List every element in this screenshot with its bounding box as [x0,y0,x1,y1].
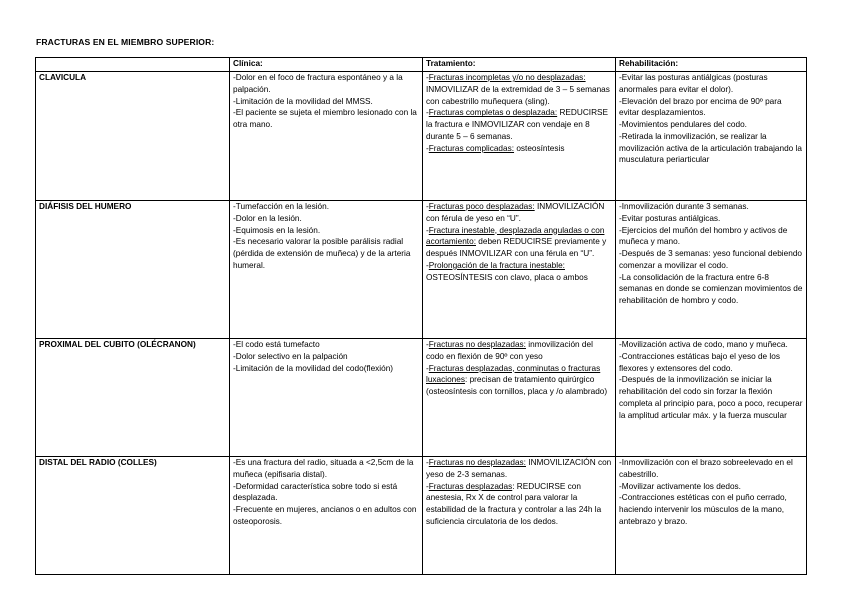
tratamiento-item: -Fracturas desplazadas, conminutas o fracturas luxaciones: precisan de tratamiento quirúrgico (osteosíntesis con tornillos, placa y /o alambrado) [426,363,608,396]
rehabilitacion-line: -La consolidación de la fractura entre 6-8 semanas en donde se comienzan movimientos de rehabilitación de hombro y codo. [619,272,803,305]
tratamiento-item: -Fracturas no desplazadas: inmovilización del codo en flexión de 90º con yeso [426,340,593,361]
tratamiento-subtitle: Fracturas no desplazadas: [428,458,526,467]
clinica-cell [230,339,423,457]
row-name: DIÁFISIS DEL HUMERO [36,201,230,339]
rehabilitacion-line: -Inmovilización durante 3 semanas. [619,202,749,211]
tratamiento-subtitle: Fracturas complicadas: [428,143,515,153]
tratamiento-item: -Fracturas no desplazadas: INMOVILIZACIÓN con yeso de 2-3 semanas. [426,458,612,479]
tratamiento-cell [423,201,616,339]
table-row [36,72,807,201]
clinica-line: -Equimosis en la lesión. [233,225,321,235]
tratamiento-subtitle: Prolongación de la fractura inestable: [428,260,565,270]
tratamiento-item: -Fracturas poco desplazadas: INMOVILIZACIÓN con férula de yeso en “U”. [426,202,605,223]
rehabilitacion-line: -Inmovilización con el brazo sobreelevado en el cabestrillo. [619,458,793,479]
rehabilitacion-line: -Evitar posturas antiálgicas. [619,213,721,223]
header-rehabilitacion: Rehabilitación: [616,58,807,72]
tratamiento-item: -Fractura inestable, desplazada anguladas o con acortamiento: deben REDUCIRSE previamente y después INMOVILIZAR con una férula en “U”. [426,225,607,258]
tratamiento-cell [423,72,616,201]
row-name: CLAVICULA [36,72,230,201]
tratamiento-subtitle: Fractura inestable, desplazada anguladas o con acortamiento: [426,225,605,247]
header-empty [36,58,230,72]
tratamiento-item: -Fracturas desplazadas: REDUCIRSE con anestesia, Rx X de control para valorar la estabilidad de la fractura y controlar a las 24h la suficiencia circulatoria de los dedos. [426,481,602,526]
tratamiento-subtitle: Fracturas poco desplazadas: [428,202,535,211]
rehabilitacion-line: -Evitar las posturas antiálgicas (posturas anormales para evitar el dolor). [619,73,768,94]
rehabilitacion-line: -Elevación del brazo por encima de 90º para evitar desplazamientos. [619,96,782,118]
clinica-cell [230,457,423,575]
tratamiento-subtitle: Fracturas desplazadas [428,481,513,491]
rehabilitacion-line: -Después de la inmovilización se iniciar la rehabilitación del codo sin forzar la flexión completa al principio para, poco a poco, recuperar la amplitud articular máx. y la fuerza muscular [619,375,803,420]
rehabilitacion-line: -Retirada la inmovilización, se realizar la movilización activa de la articulación trabajando la musculatura periarticular [619,131,802,165]
table-row [36,457,807,575]
row-name: DISTAL DEL RADIO (COLLES) [36,457,230,575]
clinica-cell [230,201,423,339]
tratamiento-cell [423,339,616,457]
clinica-line: -El codo está tumefacto [233,340,320,349]
header-clinica: Clínica: [230,58,423,72]
rehabilitacion-cell [616,201,807,339]
tratamiento-cell [423,457,616,575]
clinica-cell [230,72,423,201]
tratamiento-item: -Fracturas completas o desplazada: REDUCIRSE la fractura e INMOVILIZAR con vendaje en 8 durante 5 – 6 semanas. [426,108,609,141]
table-row [36,339,807,457]
rehabilitacion-line: -Movilizar activamente los dedos. [619,481,741,491]
table-header-row [36,58,807,72]
clinica-line: -Es necesario valorar la posible parálisis radial (pérdida de extensión de muñeca) y de la arteria humeral. [233,237,411,270]
tratamiento-subtitle: Fracturas completas o desplazada: [428,108,558,118]
tratamiento-item: -Prolongación de la fractura inestable: OSTEOSÍNTESIS con clavo, placa o ambos [426,260,588,282]
header-tratamiento: Tratamiento: [423,58,616,72]
clinica-line: -Limitación de la movilidad del MMSS. [233,96,373,106]
rehabilitacion-cell [616,339,807,457]
clinica-line: -El paciente se sujeta el miembro lesionado con la otra mano. [233,108,417,129]
row-name: PROXIMAL DEL CUBITO (OLÉCRANON) [36,339,230,457]
tratamiento-subtitle: Fracturas no desplazadas: [428,340,526,349]
clinica-line: -Dolor selectivo en la palpación [233,351,348,361]
fractures-table [35,57,807,575]
rehabilitacion-line: -Contracciones estéticas con el puño cerrado, haciendo intervenir los músculos de la mano, antebrazo y brazo. [619,493,787,526]
rehabilitacion-cell [616,72,807,201]
clinica-line: -Dolor en el foco de fractura espontáneo y a la palpación. [233,73,403,94]
tratamiento-item: -Fracturas complicadas: osteosíntesis [426,143,565,153]
rehabilitacion-line: -Movimientos pendulares del codo. [619,120,747,129]
rehabilitacion-line: -Contracciones estáticas bajo el yeso de los flexores y extensores del codo. [619,351,780,373]
rehabilitacion-line: -Movilización activa de codo, mano y muñeca. [619,340,788,349]
rehabilitacion-cell [616,457,807,575]
tratamiento-subtitle: Fracturas desplazadas, conminutas o fracturas luxaciones [426,363,601,385]
clinica-line: -Frecuente en mujeres, ancianos o en adultos con osteoporosis. [233,505,417,526]
clinica-line: -Tumefacción en la lesión. [233,202,329,211]
clinica-line: -Deformidad característica sobre todo si está desplazada. [233,481,398,503]
clinica-line: -Limitación de la movilidad del codo(flexión) [233,363,394,373]
clinica-line: -Es una fractura del radio, situada a <2,5cm de la muñeca (epifisaria distal). [233,458,414,479]
rehabilitacion-line: -Ejercicios del muñón del hombro y activos de muñeca y mano. [619,225,788,247]
clinica-line: -Dolor en la lesión. [233,213,302,223]
table-row [36,201,807,339]
tratamiento-item: -Fracturas incompletas y/o no desplazadas: INMOVILIZAR de la extremidad de 3 – 5 semanas con cabestrillo muñequera (sling). [426,73,610,106]
rehabilitacion-line: -Después de 3 semanas: yeso funcional debiendo comenzar a movilizar el codo. [619,249,802,270]
document-title: FRACTURAS EN EL MIEMBRO SUPERIOR: [36,37,215,47]
tratamiento-subtitle: Fracturas incompletas y/o no desplazadas: [428,73,586,82]
